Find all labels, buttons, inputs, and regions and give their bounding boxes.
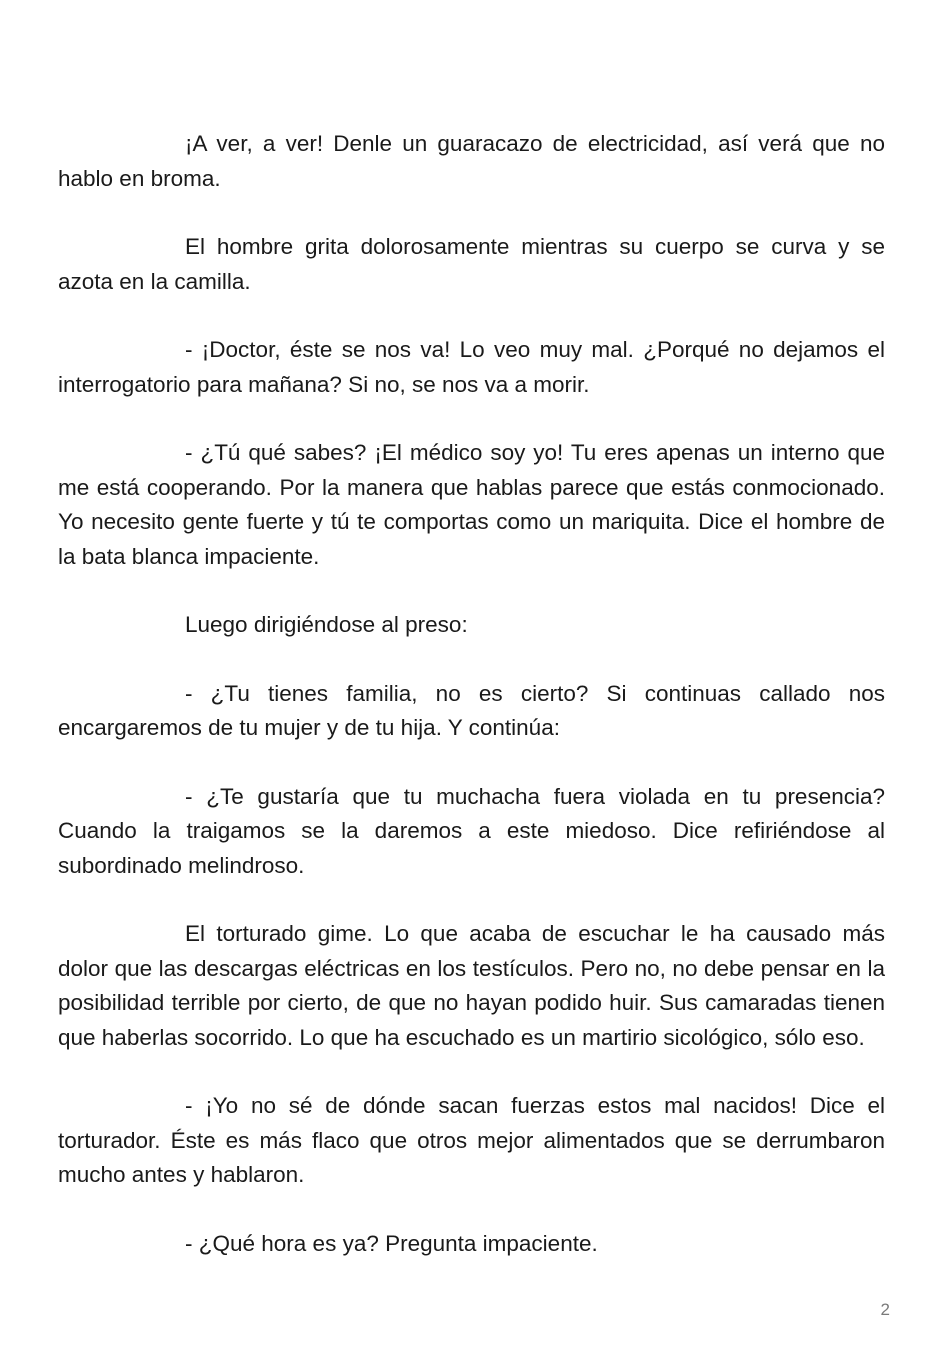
paragraph: - ¿Tú qué sabes? ¡El médico soy yo! Tu eres apenas un interno que me está cooperando. Por la manera que hablas parece que estás conmocionado. Yo necesito gente fuerte y tú te comportas como un mariquita. Dice el hombre de la bata blanca impaciente. [58, 440, 885, 569]
paragraph: - ¿Tu tienes familia, no es cierto? Si continuas callado nos encargaremos de tu mujer y de tu hija. Y continúa: [58, 680, 885, 740]
paragraph: El torturado gime. Lo que acaba de escuchar le ha causado más dolor que las descargas eléctricas en los testículos. Pero no, no debe pensar en la posibilidad terrible por cierto, de que no hayan podido huir. Sus camaradas tienen que haberlas socorrido. Lo que ha escuchado es un martirio sicológico, sólo eso. [58, 921, 885, 1050]
page-number: 2 [880, 1300, 890, 1319]
body-text [58, 127, 885, 1261]
paragraph: - ¿Te gustaría que tu muchacha fuera violada en tu presencia? Cuando la traigamos se la daremos a este miedoso. Dice refiriéndose al subordinado melindroso. [58, 783, 885, 878]
paragraph: El hombre grita dolorosamente mientras su cuerpo se curva y se azota en la camilla. [58, 234, 885, 294]
paragraph: Luego dirigiéndose al preso: [185, 612, 468, 637]
paragraph: - ¡Doctor, éste se nos va! Lo veo muy mal. ¿Porqué no dejamos el interrogatorio para mañana? Si no, se nos va a morir. [58, 337, 885, 397]
paragraph: ¡A ver, a ver! Denle un guaracazo de electricidad, así verá que no hablo en broma. [58, 131, 885, 191]
paragraph: - ¿Qué hora es ya? Pregunta impaciente. [185, 1230, 598, 1256]
paragraph: - ¡Yo no sé de dónde sacan fuerzas estos mal nacidos! Dice el torturador. Éste es más flaco que otros mejor alimentados que se derrumbaron mucho antes y hablaron. [58, 1093, 885, 1187]
